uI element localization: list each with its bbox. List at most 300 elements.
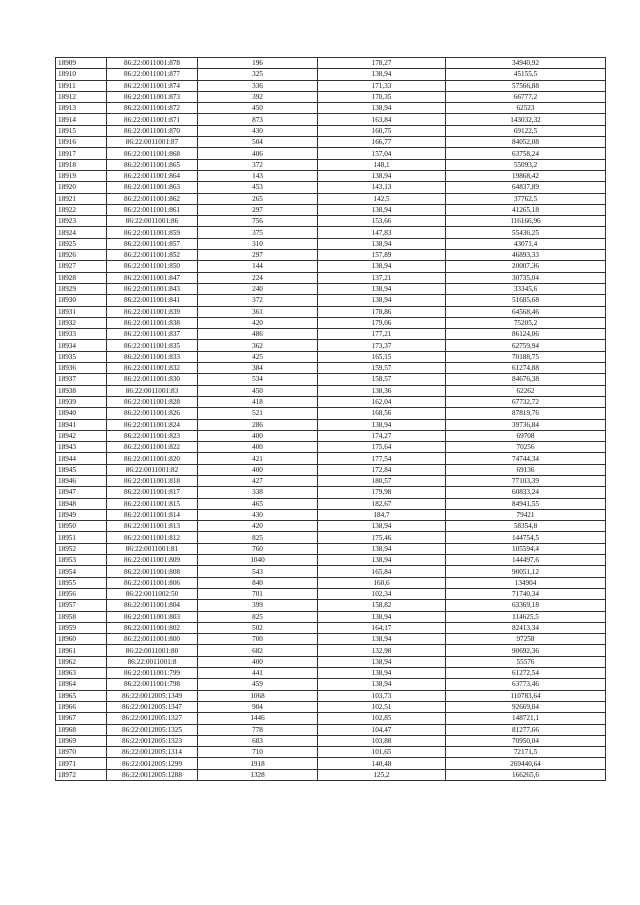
rate-cell: 142,5 xyxy=(318,193,446,204)
area-cell: 453 xyxy=(198,182,318,193)
table-row xyxy=(56,419,606,430)
row-number-cell: 18955 xyxy=(56,577,107,588)
value-cell: 81277,66 xyxy=(446,724,606,735)
area-cell: 372 xyxy=(198,295,318,306)
rate-cell: 125,2 xyxy=(318,769,446,780)
table-row xyxy=(56,622,606,633)
area-cell: 362 xyxy=(198,340,318,351)
cadastral-number-cell: 86:22:0011001:806 xyxy=(107,577,198,588)
table-row xyxy=(56,396,606,407)
rate-cell: 174,27 xyxy=(318,430,446,441)
cadastral-number-cell: 86:22:0011001:872 xyxy=(107,103,198,114)
row-number-cell: 18963 xyxy=(56,668,107,679)
area-cell: 1328 xyxy=(198,769,318,780)
table-row xyxy=(56,543,606,554)
value-cell: 92669,04 xyxy=(446,701,606,712)
table-row xyxy=(56,758,606,769)
rate-cell: 138,94 xyxy=(318,543,446,554)
row-number-cell: 18910 xyxy=(56,69,107,80)
cadastral-number-cell: 86:22:0011002:50 xyxy=(107,588,198,599)
area-cell: 450 xyxy=(198,385,318,396)
table-row xyxy=(56,317,606,328)
rate-cell: 157,89 xyxy=(318,250,446,261)
rate-cell: 138,94 xyxy=(318,656,446,667)
cadastral-number-cell: 86:22:0011001:814 xyxy=(107,509,198,520)
cadastral-number-cell: 86:22:0011001:8 xyxy=(107,656,198,667)
cadastral-number-cell: 86:22:0011001:857 xyxy=(107,238,198,249)
table-row xyxy=(56,182,606,193)
table-row xyxy=(56,204,606,215)
row-number-cell: 18938 xyxy=(56,385,107,396)
table-row xyxy=(56,363,606,374)
area-cell: 486 xyxy=(198,329,318,340)
rate-cell: 178,86 xyxy=(318,306,446,317)
cadastral-number-cell: 86:22:0011001:871 xyxy=(107,114,198,125)
cadastral-number-cell: 86:22:0011001:820 xyxy=(107,453,198,464)
area-cell: 425 xyxy=(198,351,318,362)
row-number-cell: 18913 xyxy=(56,103,107,114)
value-cell: 55436,25 xyxy=(446,227,606,238)
value-cell: 63773,46 xyxy=(446,679,606,690)
cadastral-number-cell: 86:22:0011001:839 xyxy=(107,306,198,317)
rate-cell: 138,94 xyxy=(318,204,446,215)
value-cell: 20007,36 xyxy=(446,261,606,272)
rate-cell: 170,35 xyxy=(318,91,446,102)
row-number-cell: 18952 xyxy=(56,543,107,554)
row-number-cell: 18928 xyxy=(56,272,107,283)
area-cell: 336 xyxy=(198,80,318,91)
area-cell: 873 xyxy=(198,114,318,125)
table-row xyxy=(56,611,606,622)
value-cell: 82413,34 xyxy=(446,622,606,633)
value-cell: 114625,5 xyxy=(446,611,606,622)
area-cell: 825 xyxy=(198,611,318,622)
value-cell: 63758,24 xyxy=(446,148,606,159)
cadastral-number-cell: 86:22:0011001:835 xyxy=(107,340,198,351)
table-row xyxy=(56,329,606,340)
area-cell: 682 xyxy=(198,645,318,656)
rate-cell: 138,94 xyxy=(318,668,446,679)
cadastral-number-cell: 86:22:0011001:826 xyxy=(107,408,198,419)
table-row xyxy=(56,170,606,181)
cadastral-number-cell: 86:22:0012005:1323 xyxy=(107,735,198,746)
row-number-cell: 18972 xyxy=(56,769,107,780)
value-cell: 37762,5 xyxy=(446,193,606,204)
value-cell: 30735,04 xyxy=(446,272,606,283)
cadastral-number-cell: 86:22:0011001:798 xyxy=(107,679,198,690)
cadastral-number-cell: 86:22:0011001:850 xyxy=(107,261,198,272)
row-number-cell: 18970 xyxy=(56,747,107,758)
area-cell: 265 xyxy=(198,193,318,204)
cadastral-number-cell: 86:22:0012005:1325 xyxy=(107,724,198,735)
cadastral-number-cell: 86:22:0011001:843 xyxy=(107,283,198,294)
table-row xyxy=(56,645,606,656)
area-cell: 700 xyxy=(198,634,318,645)
row-number-cell: 18966 xyxy=(56,701,107,712)
rate-cell: 182,67 xyxy=(318,498,446,509)
cadastral-number-cell: 86:22:0011001:874 xyxy=(107,80,198,91)
rate-cell: 138,94 xyxy=(318,103,446,114)
value-cell: 62523 xyxy=(446,103,606,114)
cadastral-number-cell: 86:22:0011001:808 xyxy=(107,566,198,577)
value-cell: 39736,84 xyxy=(446,419,606,430)
table-row xyxy=(56,261,606,272)
value-cell: 70256 xyxy=(446,442,606,453)
value-cell: 148721,1 xyxy=(446,713,606,724)
table-row xyxy=(56,306,606,317)
area-cell: 400 xyxy=(198,656,318,667)
cadastral-number-cell: 86:22:0011001:818 xyxy=(107,475,198,486)
cadastral-number-cell: 86:22:0011001:830 xyxy=(107,374,198,385)
table-row xyxy=(56,137,606,148)
area-cell: 778 xyxy=(198,724,318,735)
value-cell: 84676,38 xyxy=(446,374,606,385)
rate-cell: 179,98 xyxy=(318,487,446,498)
area-cell: 502 xyxy=(198,622,318,633)
table-row xyxy=(56,475,606,486)
table-row xyxy=(56,216,606,227)
rate-cell: 102,34 xyxy=(318,588,446,599)
cadastral-number-cell: 86:22:0011001:828 xyxy=(107,396,198,407)
rate-cell: 184,7 xyxy=(318,509,446,520)
table-row xyxy=(56,283,606,294)
area-cell: 143 xyxy=(198,170,318,181)
cadastral-number-cell: 86:22:0011001:804 xyxy=(107,600,198,611)
area-cell: 1918 xyxy=(198,758,318,769)
table-row xyxy=(56,227,606,238)
rate-cell: 177,21 xyxy=(318,329,446,340)
value-cell: 43071,4 xyxy=(446,238,606,249)
area-cell: 297 xyxy=(198,250,318,261)
area-cell: 1446 xyxy=(198,713,318,724)
row-number-cell: 18911 xyxy=(56,80,107,91)
area-cell: 406 xyxy=(198,148,318,159)
area-cell: 450 xyxy=(198,103,318,114)
cadastral-number-cell: 86:22:0011001:852 xyxy=(107,250,198,261)
row-number-cell: 18957 xyxy=(56,600,107,611)
cadastral-number-cell: 86:22:0011001:863 xyxy=(107,182,198,193)
area-cell: 392 xyxy=(198,91,318,102)
table-body xyxy=(56,58,606,781)
rate-cell: 138,36 xyxy=(318,385,446,396)
area-cell: 430 xyxy=(198,125,318,136)
area-cell: 375 xyxy=(198,227,318,238)
value-cell: 77103,39 xyxy=(446,475,606,486)
table-row xyxy=(56,577,606,588)
value-cell: 41265,18 xyxy=(446,204,606,215)
table-row xyxy=(56,250,606,261)
area-cell: 420 xyxy=(198,521,318,532)
row-number-cell: 18956 xyxy=(56,588,107,599)
rate-cell: 140,48 xyxy=(318,758,446,769)
value-cell: 69122,5 xyxy=(446,125,606,136)
rate-cell: 138,94 xyxy=(318,238,446,249)
value-cell: 86124,06 xyxy=(446,329,606,340)
cadastral-number-cell: 86:22:0011001:86 xyxy=(107,216,198,227)
area-cell: 338 xyxy=(198,487,318,498)
cadastral-number-cell: 86:22:0011001:833 xyxy=(107,351,198,362)
area-cell: 1068 xyxy=(198,690,318,701)
table-row xyxy=(56,69,606,80)
area-cell: 825 xyxy=(198,532,318,543)
rate-cell: 138,94 xyxy=(318,261,446,272)
row-number-cell: 18927 xyxy=(56,261,107,272)
area-cell: 459 xyxy=(198,679,318,690)
row-number-cell: 18941 xyxy=(56,419,107,430)
cadastral-number-cell: 86:22:0011001:862 xyxy=(107,193,198,204)
area-cell: 760 xyxy=(198,543,318,554)
rate-cell: 175,46 xyxy=(318,532,446,543)
rate-cell: 160,6 xyxy=(318,577,446,588)
area-cell: 710 xyxy=(198,747,318,758)
row-number-cell: 18933 xyxy=(56,329,107,340)
value-cell: 90692,36 xyxy=(446,645,606,656)
row-number-cell: 18935 xyxy=(56,351,107,362)
table-row xyxy=(56,103,606,114)
row-number-cell: 18953 xyxy=(56,555,107,566)
table-row xyxy=(56,713,606,724)
table-row xyxy=(56,442,606,453)
value-cell: 67732,72 xyxy=(446,396,606,407)
row-number-cell: 18965 xyxy=(56,690,107,701)
cadastral-number-cell: 86:22:0011001:87 xyxy=(107,137,198,148)
area-cell: 372 xyxy=(198,159,318,170)
area-cell: 504 xyxy=(198,137,318,148)
rate-cell: 157,04 xyxy=(318,148,446,159)
rate-cell: 163,84 xyxy=(318,114,446,125)
value-cell: 74744,34 xyxy=(446,453,606,464)
rate-cell: 165,84 xyxy=(318,566,446,577)
value-cell: 61274,88 xyxy=(446,363,606,374)
row-number-cell: 18946 xyxy=(56,475,107,486)
cadastral-number-cell: 86:22:0011001:823 xyxy=(107,430,198,441)
area-cell: 240 xyxy=(198,283,318,294)
row-number-cell: 18917 xyxy=(56,148,107,159)
area-cell: 430 xyxy=(198,509,318,520)
cadastral-number-cell: 86:22:0011001:824 xyxy=(107,419,198,430)
rate-cell: 138,94 xyxy=(318,679,446,690)
table-row xyxy=(56,690,606,701)
cadastral-number-cell: 86:22:0011001:859 xyxy=(107,227,198,238)
table-row xyxy=(56,114,606,125)
value-cell: 166265,6 xyxy=(446,769,606,780)
rate-cell: 138,94 xyxy=(318,555,446,566)
area-cell: 196 xyxy=(198,58,318,69)
cadastral-number-cell: 86:22:0011001:865 xyxy=(107,159,198,170)
area-cell: 534 xyxy=(198,374,318,385)
rate-cell: 138,94 xyxy=(318,283,446,294)
row-number-cell: 18932 xyxy=(56,317,107,328)
cadastral-number-cell: 86:22:0011001:812 xyxy=(107,532,198,543)
value-cell: 34940,92 xyxy=(446,58,606,69)
row-number-cell: 18947 xyxy=(56,487,107,498)
value-cell: 79421 xyxy=(446,509,606,520)
table-row xyxy=(56,80,606,91)
area-cell: 400 xyxy=(198,430,318,441)
table-row xyxy=(56,193,606,204)
table-row xyxy=(56,532,606,543)
value-cell: 90051,12 xyxy=(446,566,606,577)
cadastral-number-cell: 86:22:0011001:832 xyxy=(107,363,198,374)
cadastral-number-cell: 86:22:0011001:813 xyxy=(107,521,198,532)
area-cell: 400 xyxy=(198,464,318,475)
row-number-cell: 18937 xyxy=(56,374,107,385)
rate-cell: 172,84 xyxy=(318,464,446,475)
table-row xyxy=(56,430,606,441)
table-row xyxy=(56,340,606,351)
table-row xyxy=(56,634,606,645)
value-cell: 84052,08 xyxy=(446,137,606,148)
value-cell: 144754,5 xyxy=(446,532,606,543)
table-row xyxy=(56,747,606,758)
table-row xyxy=(56,125,606,136)
row-number-cell: 18923 xyxy=(56,216,107,227)
table-row xyxy=(56,656,606,667)
area-cell: 441 xyxy=(198,668,318,679)
area-cell: 904 xyxy=(198,701,318,712)
area-cell: 427 xyxy=(198,475,318,486)
cadastral-number-cell: 86:22:0011001:803 xyxy=(107,611,198,622)
area-cell: 521 xyxy=(198,408,318,419)
table-row xyxy=(56,464,606,475)
rate-cell: 160,75 xyxy=(318,125,446,136)
table-row xyxy=(56,769,606,780)
row-number-cell: 18940 xyxy=(56,408,107,419)
table-row xyxy=(56,521,606,532)
value-cell: 69136 xyxy=(446,464,606,475)
rate-cell: 102,51 xyxy=(318,701,446,712)
rate-cell: 158,82 xyxy=(318,600,446,611)
area-cell: 543 xyxy=(198,566,318,577)
value-cell: 71740,34 xyxy=(446,588,606,599)
rate-cell: 168,56 xyxy=(318,408,446,419)
cadastral-number-cell: 86:22:0011001:800 xyxy=(107,634,198,645)
area-cell: 399 xyxy=(198,600,318,611)
row-number-cell: 18926 xyxy=(56,250,107,261)
row-number-cell: 18971 xyxy=(56,758,107,769)
area-cell: 418 xyxy=(198,396,318,407)
cadastral-number-cell: 86:22:0011001:847 xyxy=(107,272,198,283)
cadastral-number-cell: 86:22:0011001:877 xyxy=(107,69,198,80)
value-cell: 55093,2 xyxy=(446,159,606,170)
cadastral-number-cell: 86:22:0011001:817 xyxy=(107,487,198,498)
area-cell: 420 xyxy=(198,317,318,328)
area-cell: 756 xyxy=(198,216,318,227)
value-cell: 97258 xyxy=(446,634,606,645)
value-cell: 75205,2 xyxy=(446,317,606,328)
value-cell: 105594,4 xyxy=(446,543,606,554)
row-number-cell: 18943 xyxy=(56,442,107,453)
value-cell: 62759,94 xyxy=(446,340,606,351)
row-number-cell: 18931 xyxy=(56,306,107,317)
rate-cell: 171,33 xyxy=(318,80,446,91)
cadastral-number-cell: 86:22:0011001:80 xyxy=(107,645,198,656)
table-row xyxy=(56,498,606,509)
table-row xyxy=(56,487,606,498)
rate-cell: 104,47 xyxy=(318,724,446,735)
table-row xyxy=(56,724,606,735)
cadastral-number-cell: 86:22:0011001:868 xyxy=(107,148,198,159)
rate-cell: 101,65 xyxy=(318,747,446,758)
table-row xyxy=(56,668,606,679)
cadastral-number-cell: 86:22:0012005:1347 xyxy=(107,701,198,712)
value-cell: 72171,5 xyxy=(446,747,606,758)
area-cell: 384 xyxy=(198,363,318,374)
rate-cell: 147,83 xyxy=(318,227,446,238)
value-cell: 46893,33 xyxy=(446,250,606,261)
value-cell: 64837,89 xyxy=(446,182,606,193)
value-cell: 55576 xyxy=(446,656,606,667)
value-cell: 64568,46 xyxy=(446,306,606,317)
rate-cell: 138,94 xyxy=(318,419,446,430)
table-row xyxy=(56,351,606,362)
row-number-cell: 18939 xyxy=(56,396,107,407)
rate-cell: 175,64 xyxy=(318,442,446,453)
row-number-cell: 18918 xyxy=(56,159,107,170)
rate-cell: 132,98 xyxy=(318,645,446,656)
value-cell: 87819,76 xyxy=(446,408,606,419)
rate-cell: 103,73 xyxy=(318,690,446,701)
area-cell: 144 xyxy=(198,261,318,272)
cadastral-number-cell: 86:22:0011001:837 xyxy=(107,329,198,340)
cadastral-number-cell: 86:22:0011001:802 xyxy=(107,622,198,633)
rate-cell: 138,94 xyxy=(318,611,446,622)
row-number-cell: 18944 xyxy=(56,453,107,464)
row-number-cell: 18921 xyxy=(56,193,107,204)
cadastral-number-cell: 86:22:0011001:809 xyxy=(107,555,198,566)
table-row xyxy=(56,555,606,566)
rate-cell: 177,54 xyxy=(318,453,446,464)
value-cell: 134904 xyxy=(446,577,606,588)
row-number-cell: 18936 xyxy=(56,363,107,374)
cadastral-number-cell: 86:22:0011001:864 xyxy=(107,170,198,181)
value-cell: 62262 xyxy=(446,385,606,396)
table-row xyxy=(56,408,606,419)
area-cell: 421 xyxy=(198,453,318,464)
row-number-cell: 18969 xyxy=(56,735,107,746)
rate-cell: 159,57 xyxy=(318,363,446,374)
value-cell: 66777,2 xyxy=(446,91,606,102)
row-number-cell: 18922 xyxy=(56,204,107,215)
area-cell: 297 xyxy=(198,204,318,215)
value-cell: 110783,64 xyxy=(446,690,606,701)
cadastral-number-cell: 86:22:0011001:822 xyxy=(107,442,198,453)
cadastral-number-cell: 86:22:0012005:1314 xyxy=(107,747,198,758)
area-cell: 224 xyxy=(198,272,318,283)
value-cell: 143032,32 xyxy=(446,114,606,125)
table-row xyxy=(56,374,606,385)
table-row xyxy=(56,58,606,69)
area-cell: 310 xyxy=(198,238,318,249)
value-cell: 70950,04 xyxy=(446,735,606,746)
row-number-cell: 18930 xyxy=(56,295,107,306)
value-cell: 57566,88 xyxy=(446,80,606,91)
table-row xyxy=(56,385,606,396)
cadastral-number-cell: 86:22:0011001:82 xyxy=(107,464,198,475)
table-row xyxy=(56,509,606,520)
row-number-cell: 18967 xyxy=(56,713,107,724)
value-cell: 84941,55 xyxy=(446,498,606,509)
area-cell: 361 xyxy=(198,306,318,317)
cadastral-number-cell: 86:22:0012005:1288 xyxy=(107,769,198,780)
rate-cell: 178,27 xyxy=(318,58,446,69)
row-number-cell: 18914 xyxy=(56,114,107,125)
cadastral-number-cell: 86:22:0012005:1299 xyxy=(107,758,198,769)
area-cell: 400 xyxy=(198,442,318,453)
cadastral-number-cell: 86:22:0011001:799 xyxy=(107,668,198,679)
value-cell: 70188,75 xyxy=(446,351,606,362)
cadastral-number-cell: 86:22:0011001:870 xyxy=(107,125,198,136)
